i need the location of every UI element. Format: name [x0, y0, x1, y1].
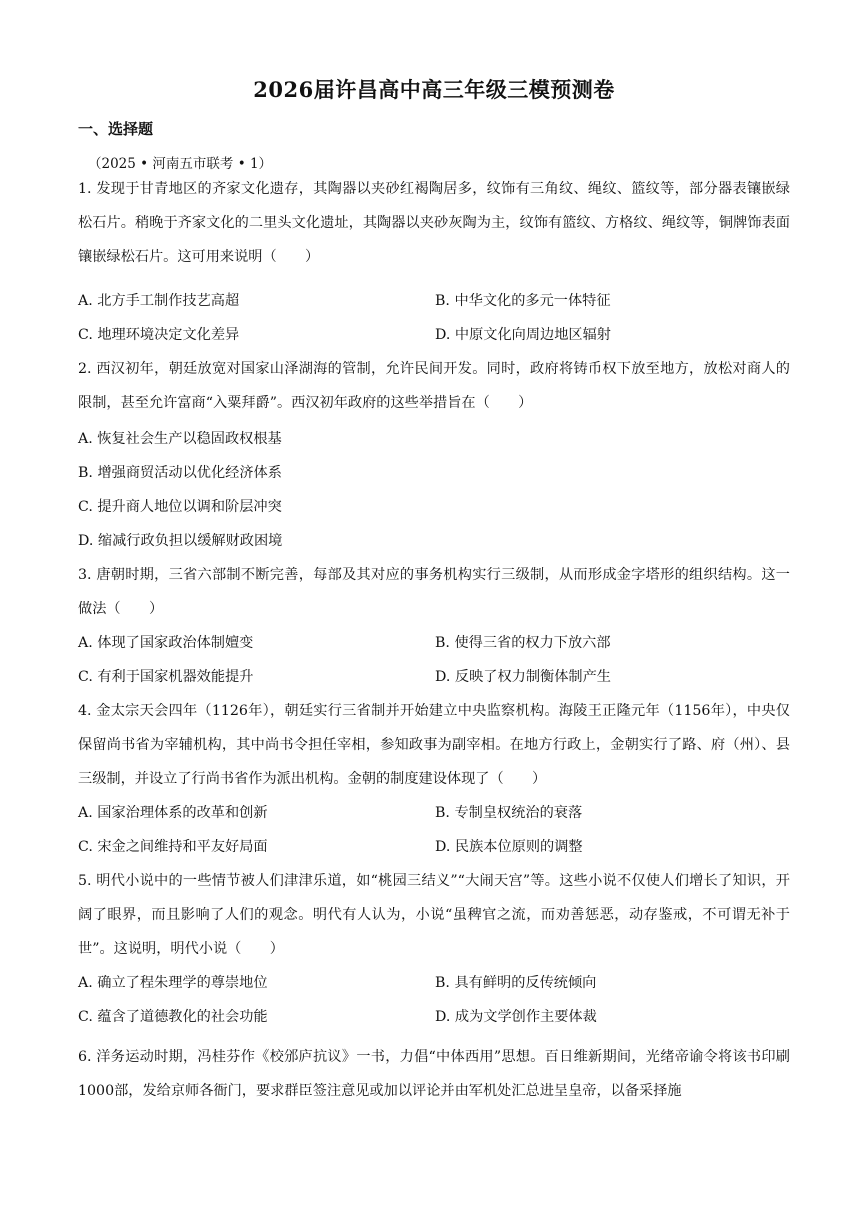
section-heading: 一、选择题 [78, 120, 154, 138]
question-3-option-c: C. 有利于国家机器效能提升 [78, 669, 254, 685]
question-3-stem: 3. 唐朝时期，三省六部制不断完善，每部及其对应的事务机构实行三级制，从而形成金字塔形的组织结构。这一做法（ ） [78, 567, 790, 617]
question-4-option-d: D. 民族本位原则的调整 [435, 839, 583, 855]
question-1-option-b: B. 中华文化的多元一体特征 [435, 293, 611, 309]
question-1-stem: 1. 发现于甘青地区的齐家文化遗存，其陶器以夹砂红褐陶居多，纹饰有三角纹、绳纹、篮纹等，部分器表镶嵌绿松石片。稍晚于齐家文化的二里头文化遗址，其陶器以夹砂灰陶为主，纹饰有篮纹、方格纹、绳纹等，铜牌饰表面镶嵌绿松石片。这可用来说明（ ） [78, 181, 790, 265]
question-1-option-d: D. 中原文化向周边地区辐射 [435, 327, 611, 343]
question-4-option-c: C. 宋金之间维持和平友好局面 [78, 839, 268, 855]
question-source: （2025 • 河南五市联考 • 1） [88, 156, 273, 172]
question-4-option-a: A. 国家治理体系的改革和创新 [78, 805, 268, 821]
question-2-stem: 2. 西汉初年，朝廷放宽对国家山泽湖海的管制，允许民间开发。同时，政府将铸币权下放至地方，放松对商人的限制，甚至允许富商“入粟拜爵”。西汉初年政府的这些举措旨在（ ） [78, 361, 790, 411]
question-3-option-d: D. 反映了权力制衡体制产生 [435, 669, 611, 685]
question-3-option-a: A. 体现了国家政治体制嬗变 [78, 635, 254, 651]
question-4-option-b: B. 专制皇权统治的衰落 [435, 805, 583, 821]
question-5-option-b: B. 具有鲜明的反传统倾向 [435, 975, 597, 991]
question-5-option-a: A. 确立了程朱理学的尊崇地位 [78, 975, 268, 991]
question-2-option-d: D. 缩减行政负担以缓解财政困境 [78, 533, 283, 549]
question-2-option-a: A. 恢复社会生产以稳固政权根基 [78, 431, 282, 447]
question-1-option-c: C. 地理环境决定文化差异 [78, 327, 240, 343]
question-2-option-c: C. 提升商人地位以调和阶层冲突 [78, 499, 282, 515]
question-6-stem: 6. 洋务运动时期，冯桂芬作《校邠庐抗议》一书，力倡“中体西用”思想。百日维新期间，光绪帝谕令将该书印刷1000部，发给京师各衙门，要求群臣签注意见或加以评论并由军机处汇总进呈皇帝，以备采择施 [78, 1049, 790, 1099]
question-2-option-b: B. 增强商贸活动以优化经济体系 [78, 465, 282, 481]
question-5-option-c: C. 蕴含了道德教化的社会功能 [78, 1009, 268, 1025]
question-1-option-a: A. 北方手工制作技艺高超 [78, 293, 240, 309]
question-3-option-b: B. 使得三省的权力下放六部 [435, 635, 611, 651]
page-title: 2026届许昌高中高三年级三模预测卷 [253, 77, 615, 102]
question-5-option-d: D. 成为文学创作主要体裁 [435, 1009, 597, 1025]
question-5-stem: 5. 明代小说中的一些情节被人们津津乐道，如“桃园三结义”“大闹天宫”等。这些小说不仅使人们增长了知识，开阔了眼界，而且影响了人们的观念。明代有人认为，小说“虽稗官之流，而劝善惩恶，动存鉴戒，不可谓无补于世”。这说明，明代小说（ ） [78, 873, 790, 957]
question-4-stem: 4. 金太宗天会四年（1126年），朝廷实行三省制并开始建立中央监察机构。海陵王正隆元年（1156年），中央仅保留尚书省为宰辅机构，其中尚书令担任宰相，参知政事为副宰相。在地方行政上，金朝实行了路、府（州）、县三级制，并设立了行尚书省作为派出机构。金朝的制度建设体现了（ ） [78, 703, 790, 787]
